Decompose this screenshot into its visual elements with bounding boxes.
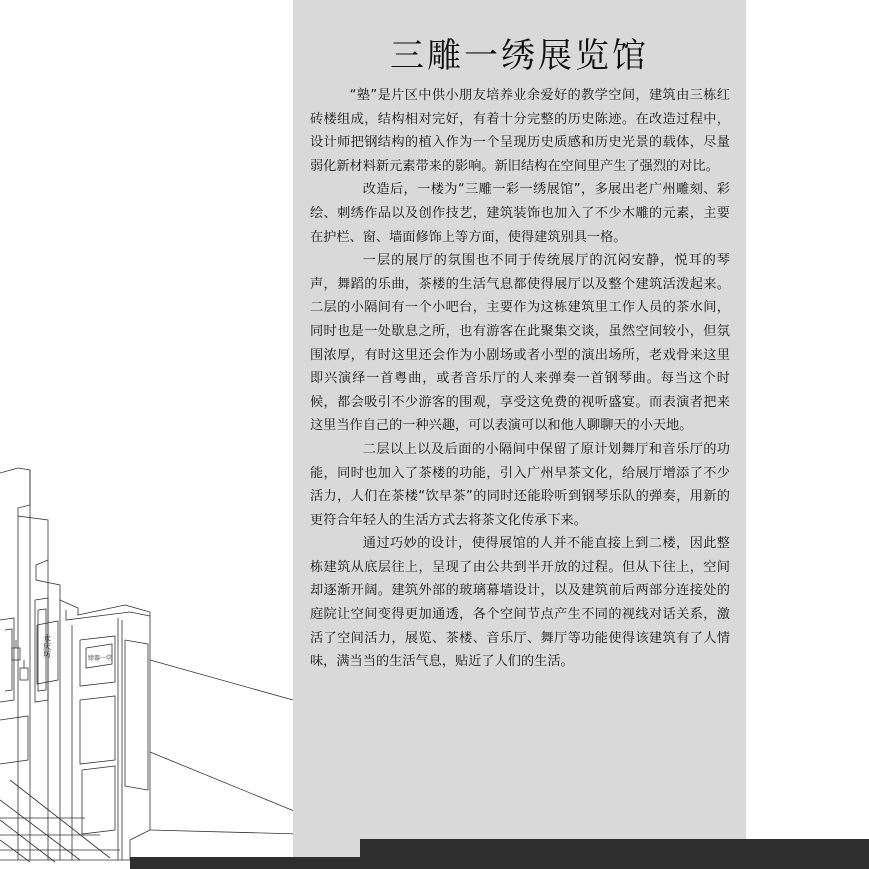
article-body — [310, 84, 730, 674]
paragraph-1: “塾”是片区中供小朋友培养业余爱好的教学空间，建筑由三栋红砖楼组成，结构相对完好，有着十分完整的历史陈迹。在改造过程中，设计师把钢结构的植入作为一个呈现历史质感和历史光景的载体，尽量弱化新材料新元素带来的影响。新旧结构在空间里产生了强烈的对比。 — [310, 88, 730, 174]
bottom-band-left — [130, 857, 370, 869]
paragraph-4: 二层以上以及后面的小隔间中保留了原计划舞厅和音乐厅的功能，同时也加入了茶楼的功能，引入广州早茶文化，给展厅增添了不少活力，人们在茶楼“饮早茶”的同时还能聆听到钢琴乐队的弹奏，用新的更符合年轻人的生活方式去将茶文化传承下来。 — [310, 441, 730, 528]
paragraph-3: 一层的展厅的氛围也不同于传统展厅的沉闷安静，悦耳的琴声，舞蹈的乐曲，茶楼的生活气息都使得展厅以及整个建筑活泼起来。二层的小隔间有一个小吧台，主要作为这栋建筑里工作人员的茶水间，同时也是一处歇息之所，也有游客在此聚集交谈，虽然空间较小，但氛围浓厚，有时这里还会作为小剧场或者小型的演出场所，老戏骨来这里即兴演绎一首粤曲，或者音乐厅的人来弹奏一首钢琴曲。每当这个时候，都会吸引不少游客的围观，享受这免费的视听盛宴。而表演者把来这里当作自己的一种兴趣，可以表演可以和他人聊聊天的小天地。 — [310, 253, 730, 434]
sign-horizontal-text: 肆器一堂 — [88, 655, 113, 662]
bottom-band — [360, 839, 869, 869]
sign-vertical-text: 永庆坊 — [42, 634, 52, 658]
paragraph-5: 通过巧妙的设计，使得展馆的人并不能直接上到二楼，因此整栋建筑从底层往上，呈现了由公共到半开放的过程。但从下往上，空间却逐渐开阔。建筑外部的玻璃幕墙设计，以及建筑前后两部分连接处的庭院让空间变得更加通透，各个空间节点产生不同的视线对话关系，激活了空间活力，展览、茶楼、音乐厅、舞厅等功能使得该建筑有了人情味，满当当的生活气息，贴近了人们的生活。 — [310, 536, 730, 670]
page-title: 三雕一绣展览馆 — [390, 36, 649, 76]
paragraph-2: 改造后，一楼为“三雕一彩一绣展馆”，多展出老广州雕刻、彩绘、刺绣作品以及创作技艺，建筑装饰也加入了不少木雕的元素，主要在护栏、窗、墙面修饰上等方面，使得建筑别具一格。 — [310, 182, 730, 245]
